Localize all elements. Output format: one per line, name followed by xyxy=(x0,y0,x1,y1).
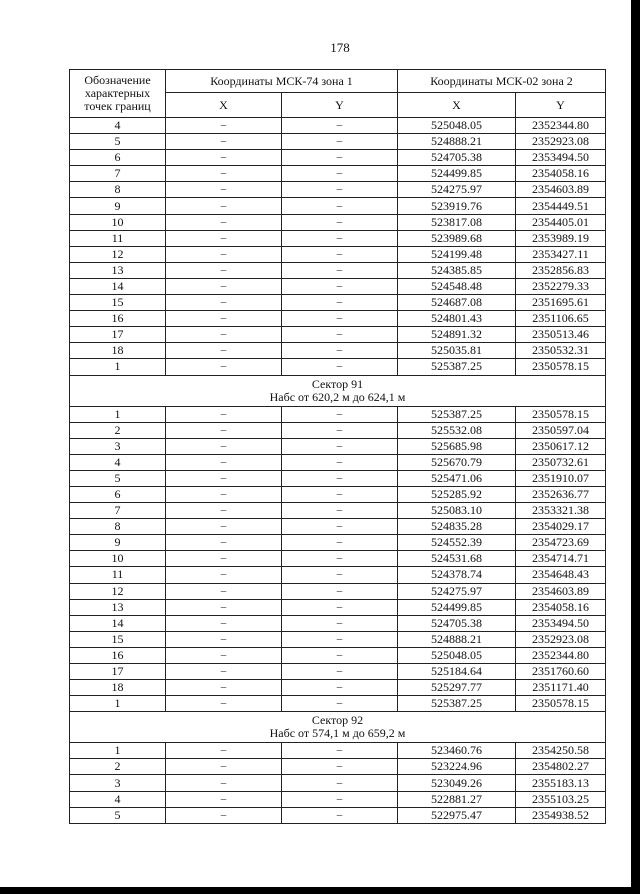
msk02-x-cell: 525685.98 xyxy=(398,438,516,454)
msk02-y-cell: 2350732.61 xyxy=(516,454,606,470)
msk02-x-cell: 524552.39 xyxy=(398,535,516,551)
msk74-x-cell: – xyxy=(166,535,282,551)
msk74-x-cell: – xyxy=(166,551,282,567)
page-number: 178 xyxy=(330,40,350,55)
msk02-y-cell: 2350578.15 xyxy=(516,406,606,422)
msk74-x-cell: – xyxy=(166,278,282,294)
msk02-header: Координаты МСК-02 зона 2 xyxy=(398,70,606,93)
msk74-y-cell: – xyxy=(282,551,398,567)
msk02-x-cell: 525387.25 xyxy=(398,359,516,375)
table-row xyxy=(70,182,606,198)
table-body xyxy=(70,118,606,824)
msk74-x-cell: – xyxy=(166,791,282,807)
designation-header: Обозначение характерных точек границ xyxy=(70,70,166,118)
msk02-y-cell: 2352923.08 xyxy=(516,631,606,647)
msk02-y-cell: 2351760.60 xyxy=(516,664,606,680)
point-number-cell: 14 xyxy=(70,615,166,631)
table-row xyxy=(70,470,606,486)
msk02-y-cell: 2354449.51 xyxy=(516,198,606,214)
msk02-x-cell: 525387.25 xyxy=(398,406,516,422)
table-row xyxy=(70,791,606,807)
msk02-y-cell: 2353427.11 xyxy=(516,246,606,262)
point-number-cell: 15 xyxy=(70,631,166,647)
table-row xyxy=(70,134,606,150)
msk02-y-cell: 2353494.50 xyxy=(516,615,606,631)
scan-edge-bottom xyxy=(0,887,640,894)
msk02-x-cell: 524385.85 xyxy=(398,262,516,278)
msk02-y-cell: 2354058.16 xyxy=(516,166,606,182)
msk02-y-cell: 2352856.83 xyxy=(516,262,606,278)
msk74-y-cell: – xyxy=(282,454,398,470)
msk74-y-cell: – xyxy=(282,567,398,583)
msk02-x-cell: 524499.85 xyxy=(398,166,516,182)
point-number-cell: 1 xyxy=(70,359,166,375)
msk74-y-cell: – xyxy=(282,696,398,712)
sector-header xyxy=(70,375,606,406)
msk02-y-header: Y xyxy=(516,93,606,118)
msk02-y-cell: 2355183.13 xyxy=(516,775,606,791)
msk02-x-cell: 523049.26 xyxy=(398,775,516,791)
msk02-x-cell: 524888.21 xyxy=(398,134,516,150)
msk02-y-cell: 2351910.07 xyxy=(516,470,606,486)
table-row xyxy=(70,327,606,343)
msk74-y-cell: – xyxy=(282,278,398,294)
msk02-y-cell: 2353494.50 xyxy=(516,150,606,166)
msk02-x-cell: 523224.96 xyxy=(398,759,516,775)
msk74-x-cell: – xyxy=(166,311,282,327)
msk74-y-cell: – xyxy=(282,118,398,134)
sector-header-row xyxy=(70,375,606,406)
msk74-y-cell: – xyxy=(282,535,398,551)
msk74-x-cell: – xyxy=(166,470,282,486)
table-row xyxy=(70,696,606,712)
msk02-x-cell: 522881.27 xyxy=(398,791,516,807)
point-number-cell: 18 xyxy=(70,680,166,696)
table-row xyxy=(70,359,606,375)
table-row xyxy=(70,567,606,583)
msk74-y-cell: – xyxy=(282,599,398,615)
point-number-cell: 13 xyxy=(70,599,166,615)
msk74-header: Координаты МСК-74 зона 1 xyxy=(166,70,398,93)
point-number-cell: 16 xyxy=(70,647,166,663)
msk74-y-cell: – xyxy=(282,327,398,343)
msk74-y-cell: – xyxy=(282,182,398,198)
msk74-x-cell: – xyxy=(166,743,282,759)
msk74-y-cell: – xyxy=(282,503,398,519)
msk02-y-cell: 2350597.04 xyxy=(516,422,606,438)
msk02-y-cell: 2354250.58 xyxy=(516,743,606,759)
msk02-x-cell: 524199.48 xyxy=(398,246,516,262)
msk74-x-cell: – xyxy=(166,134,282,150)
point-number-cell: 7 xyxy=(70,166,166,182)
table-row xyxy=(70,278,606,294)
msk74-y-cell: – xyxy=(282,583,398,599)
msk02-x-cell: 524378.74 xyxy=(398,567,516,583)
msk02-y-cell: 2350578.15 xyxy=(516,696,606,712)
table-row xyxy=(70,343,606,359)
point-number-cell: 11 xyxy=(70,230,166,246)
msk74-y-cell: – xyxy=(282,198,398,214)
point-number-cell: 1 xyxy=(70,743,166,759)
point-number-cell: 9 xyxy=(70,535,166,551)
msk74-y-cell: – xyxy=(282,214,398,230)
point-number-cell: 10 xyxy=(70,214,166,230)
msk74-x-cell: – xyxy=(166,343,282,359)
msk74-x-cell: – xyxy=(166,696,282,712)
msk02-y-cell: 2355103.25 xyxy=(516,791,606,807)
msk02-y-cell: 2354029.17 xyxy=(516,519,606,535)
table-row xyxy=(70,214,606,230)
msk74-x-cell: – xyxy=(166,503,282,519)
msk02-x-cell: 523460.76 xyxy=(398,743,516,759)
msk02-y-cell: 2351106.65 xyxy=(516,311,606,327)
msk02-x-cell: 524801.43 xyxy=(398,311,516,327)
table-row xyxy=(70,599,606,615)
msk74-y-cell: – xyxy=(282,743,398,759)
point-number-cell: 5 xyxy=(70,807,166,823)
msk02-x-cell: 524687.08 xyxy=(398,295,516,311)
table-row xyxy=(70,807,606,823)
msk02-y-cell: 2352344.80 xyxy=(516,118,606,134)
point-number-cell: 12 xyxy=(70,246,166,262)
msk74-x-cell: – xyxy=(166,295,282,311)
sector-subtitle: Набс от 620,2 м до 624,1 м xyxy=(269,389,406,404)
msk74-x-cell: – xyxy=(166,486,282,502)
table-row xyxy=(70,198,606,214)
msk02-y-cell: 2354802.27 xyxy=(516,759,606,775)
point-number-cell: 8 xyxy=(70,182,166,198)
msk74-y-cell: – xyxy=(282,775,398,791)
msk74-y-cell: – xyxy=(282,134,398,150)
msk02-y-cell: 2350513.46 xyxy=(516,327,606,343)
msk74-y-cell: – xyxy=(282,680,398,696)
msk02-x-cell: 525670.79 xyxy=(398,454,516,470)
msk74-x-cell: – xyxy=(166,327,282,343)
table-row xyxy=(70,631,606,647)
msk02-y-cell: 2351171.40 xyxy=(516,680,606,696)
msk02-y-cell: 2354723.69 xyxy=(516,535,606,551)
msk02-x-header: X xyxy=(398,93,516,118)
sector-title: Сектор 91 xyxy=(311,376,364,391)
msk02-x-cell: 524888.21 xyxy=(398,631,516,647)
point-number-cell: 18 xyxy=(70,343,166,359)
msk74-x-cell: – xyxy=(166,583,282,599)
table-row xyxy=(70,647,606,663)
msk02-y-cell: 2352344.80 xyxy=(516,647,606,663)
table-row xyxy=(70,743,606,759)
point-number-cell: 4 xyxy=(70,118,166,134)
point-number-cell: 17 xyxy=(70,327,166,343)
point-number-cell: 15 xyxy=(70,295,166,311)
msk02-x-cell: 525471.06 xyxy=(398,470,516,486)
point-number-cell: 12 xyxy=(70,583,166,599)
msk02-y-cell: 2352636.77 xyxy=(516,486,606,502)
msk74-y-cell: – xyxy=(282,647,398,663)
msk74-y-cell: – xyxy=(282,486,398,502)
msk02-y-cell: 2350532.31 xyxy=(516,343,606,359)
msk02-y-cell: 2354938.52 xyxy=(516,807,606,823)
table-row xyxy=(70,664,606,680)
msk02-x-cell: 524275.97 xyxy=(398,583,516,599)
msk74-x-cell: – xyxy=(166,198,282,214)
table-row xyxy=(70,615,606,631)
point-number-cell: 16 xyxy=(70,311,166,327)
point-number-cell: 5 xyxy=(70,470,166,486)
table-row xyxy=(70,406,606,422)
msk74-x-cell: – xyxy=(166,775,282,791)
point-number-cell: 11 xyxy=(70,567,166,583)
msk02-x-cell: 524705.38 xyxy=(398,615,516,631)
msk74-x-cell: – xyxy=(166,615,282,631)
scan-edge-right xyxy=(631,0,640,894)
point-number-cell: 13 xyxy=(70,262,166,278)
point-number-cell: 10 xyxy=(70,551,166,567)
msk02-y-cell: 2354058.16 xyxy=(516,599,606,615)
msk74-y-cell: – xyxy=(282,295,398,311)
table-row xyxy=(70,262,606,278)
point-number-cell: 1 xyxy=(70,696,166,712)
point-number-cell: 3 xyxy=(70,438,166,454)
msk74-y-cell: – xyxy=(282,422,398,438)
msk02-x-cell: 524705.38 xyxy=(398,150,516,166)
table-row xyxy=(70,438,606,454)
point-number-cell: 8 xyxy=(70,519,166,535)
msk02-x-cell: 525184.64 xyxy=(398,664,516,680)
table-row xyxy=(70,583,606,599)
point-number-cell: 4 xyxy=(70,791,166,807)
msk74-x-cell: – xyxy=(166,438,282,454)
table-row xyxy=(70,230,606,246)
table-row xyxy=(70,311,606,327)
msk02-x-cell: 524531.68 xyxy=(398,551,516,567)
msk74-y-cell: – xyxy=(282,311,398,327)
msk02-x-cell: 524548.48 xyxy=(398,278,516,294)
msk02-x-cell: 524499.85 xyxy=(398,599,516,615)
point-number-cell: 2 xyxy=(70,422,166,438)
msk02-x-cell: 524891.32 xyxy=(398,327,516,343)
msk74-y-cell: – xyxy=(282,166,398,182)
msk74-y-cell: – xyxy=(282,631,398,647)
table-row xyxy=(70,503,606,519)
sector-subtitle: Набс от 574,1 м до 659,2 м xyxy=(269,726,406,741)
msk74-x-cell: – xyxy=(166,519,282,535)
msk74-y-cell: – xyxy=(282,664,398,680)
msk74-y-cell: – xyxy=(282,359,398,375)
msk74-x-cell: – xyxy=(166,759,282,775)
point-number-cell: 14 xyxy=(70,278,166,294)
msk74-y-cell: – xyxy=(282,470,398,486)
msk74-y-cell: – xyxy=(282,759,398,775)
msk02-x-cell: 523919.76 xyxy=(398,198,516,214)
msk02-x-cell: 525035.81 xyxy=(398,343,516,359)
msk02-y-cell: 2354603.89 xyxy=(516,583,606,599)
msk74-x-cell: – xyxy=(166,647,282,663)
msk02-y-cell: 2352923.08 xyxy=(516,134,606,150)
sector-header-row xyxy=(70,712,606,743)
msk02-x-cell: 522975.47 xyxy=(398,807,516,823)
msk02-y-cell: 2353321.38 xyxy=(516,503,606,519)
table-row xyxy=(70,486,606,502)
msk74-x-cell: – xyxy=(166,359,282,375)
table-row xyxy=(70,519,606,535)
point-number-cell: 3 xyxy=(70,775,166,791)
msk02-x-cell: 525532.08 xyxy=(398,422,516,438)
point-number-cell: 17 xyxy=(70,664,166,680)
table-row xyxy=(70,118,606,134)
msk74-y-cell: – xyxy=(282,791,398,807)
msk74-x-cell: – xyxy=(166,422,282,438)
point-number-cell: 9 xyxy=(70,198,166,214)
point-number-cell: 5 xyxy=(70,134,166,150)
msk02-y-cell: 2354405.01 xyxy=(516,214,606,230)
msk74-y-cell: – xyxy=(282,246,398,262)
msk74-x-cell: – xyxy=(166,454,282,470)
msk74-x-cell: – xyxy=(166,230,282,246)
msk02-x-cell: 525387.25 xyxy=(398,696,516,712)
msk74-x-cell: – xyxy=(166,118,282,134)
msk74-x-header: X xyxy=(166,93,282,118)
point-number-cell: 6 xyxy=(70,150,166,166)
msk74-y-cell: – xyxy=(282,343,398,359)
msk74-x-cell: – xyxy=(166,214,282,230)
msk02-x-cell: 525048.05 xyxy=(398,647,516,663)
msk74-y-cell: – xyxy=(282,615,398,631)
table-row xyxy=(70,680,606,696)
msk02-y-cell: 2354714.71 xyxy=(516,551,606,567)
sector-title: Сектор 92 xyxy=(311,713,364,728)
sector-header xyxy=(70,712,606,743)
msk74-y-cell: – xyxy=(282,406,398,422)
table-row xyxy=(70,551,606,567)
msk74-x-cell: – xyxy=(166,406,282,422)
msk02-y-cell: 2354648.43 xyxy=(516,567,606,583)
coordinates-table xyxy=(69,69,606,824)
table-row xyxy=(70,454,606,470)
msk02-x-cell: 525297.77 xyxy=(398,680,516,696)
msk02-x-cell: 524835.28 xyxy=(398,519,516,535)
msk02-x-cell: 524275.97 xyxy=(398,182,516,198)
msk74-x-cell: – xyxy=(166,680,282,696)
msk02-y-cell: 2350617.12 xyxy=(516,438,606,454)
msk74-x-cell: – xyxy=(166,631,282,647)
msk74-y-cell: – xyxy=(282,438,398,454)
msk74-x-cell: – xyxy=(166,246,282,262)
msk02-y-cell: 2350578.15 xyxy=(516,359,606,375)
msk02-x-cell: 523989.68 xyxy=(398,230,516,246)
msk02-y-cell: 2354603.89 xyxy=(516,182,606,198)
point-number-cell: 6 xyxy=(70,486,166,502)
msk02-y-cell: 2352279.33 xyxy=(516,278,606,294)
table-row xyxy=(70,422,606,438)
msk74-x-cell: – xyxy=(166,150,282,166)
table-row xyxy=(70,775,606,791)
msk74-x-cell: – xyxy=(166,567,282,583)
msk74-x-cell: – xyxy=(166,664,282,680)
msk02-x-cell: 523817.08 xyxy=(398,214,516,230)
msk74-y-cell: – xyxy=(282,519,398,535)
msk74-x-cell: – xyxy=(166,807,282,823)
point-number-cell: 1 xyxy=(70,406,166,422)
msk74-y-cell: – xyxy=(282,807,398,823)
msk74-y-cell: – xyxy=(282,150,398,166)
msk74-x-cell: – xyxy=(166,182,282,198)
msk74-x-cell: – xyxy=(166,599,282,615)
msk02-y-cell: 2353989.19 xyxy=(516,230,606,246)
msk02-x-cell: 525048.05 xyxy=(398,118,516,134)
msk74-y-cell: – xyxy=(282,230,398,246)
table-row xyxy=(70,759,606,775)
point-number-cell: 2 xyxy=(70,759,166,775)
table-row xyxy=(70,246,606,262)
msk74-x-cell: – xyxy=(166,166,282,182)
msk74-x-cell: – xyxy=(166,262,282,278)
msk74-y-header: Y xyxy=(282,93,398,118)
msk02-y-cell: 2351695.61 xyxy=(516,295,606,311)
table-row xyxy=(70,166,606,182)
point-number-cell: 7 xyxy=(70,503,166,519)
table-row xyxy=(70,295,606,311)
msk02-x-cell: 525083.10 xyxy=(398,503,516,519)
table-row xyxy=(70,535,606,551)
table-row xyxy=(70,150,606,166)
msk02-x-cell: 525285.92 xyxy=(398,486,516,502)
point-number-cell: 4 xyxy=(70,454,166,470)
msk74-y-cell: – xyxy=(282,262,398,278)
